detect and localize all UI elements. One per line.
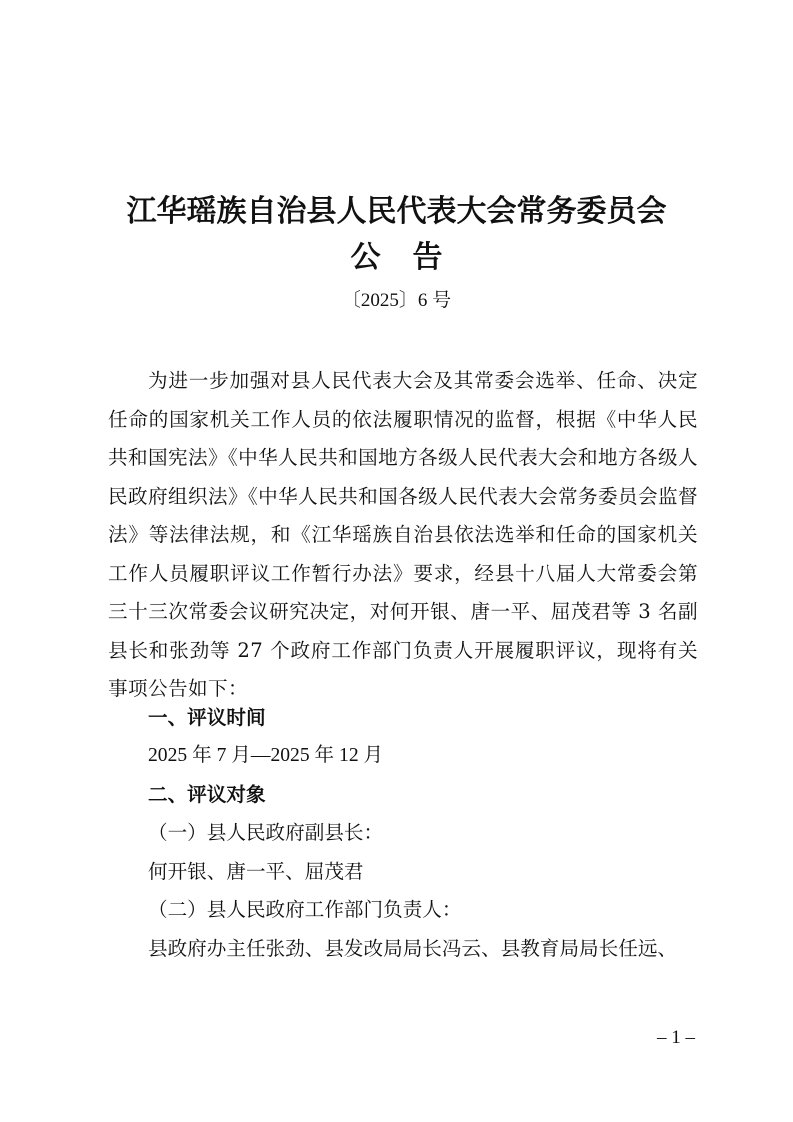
page-number: – 1 – [657,1027,695,1048]
doc-type-title: 公告 [350,240,475,275]
section-heading-subjects: 二、评议对象 [148,783,266,806]
intro-paragraph: 为进一步加强对县人民代表大会及其常委会选举、任命、决定任命的国家机关工作人员的依法履职情况的监督，根据《中华人民共和国宪法》《中华人民共和国地方各级人民代表大会和地方各级人民政府组织法》《中华人民共和国各级人民代表大会常务委员会监督法》等法律法规，和《江华瑶族自治县依法选举和任命的国家机关工作人员履职评议工作暂行办法》要求，经县十八届人大常委会第三十三次常委会议研究决定，对何开银、唐一平、屈茂君等 3 名副县长和张劲等 27 个政府工作部门负责人开展履职评议，现将有关事项公告如下： [108,369,699,700]
document-number: 〔2025〕6 号 [341,290,452,311]
subsection-heading-department-heads: （二）县人民政府工作部门负责人： [148,898,462,921]
section-heading-time: 一、评议时间 [148,706,266,729]
subsection-content-department-heads: 县政府办主任张劲、县发改局局长冯云、县教育局局长任远、 [148,937,678,960]
subsection-heading-deputy-magistrates: （一）县人民政府副县长： [148,821,384,844]
org-title: 江华瑶族自治县人民代表大会常务委员会 [126,194,667,229]
subsection-content-deputy-magistrates: 何开银、唐一平、屈茂君 [148,860,364,883]
section-content-time: 2025 年 7 月—2025 年 12 月 [148,745,384,766]
